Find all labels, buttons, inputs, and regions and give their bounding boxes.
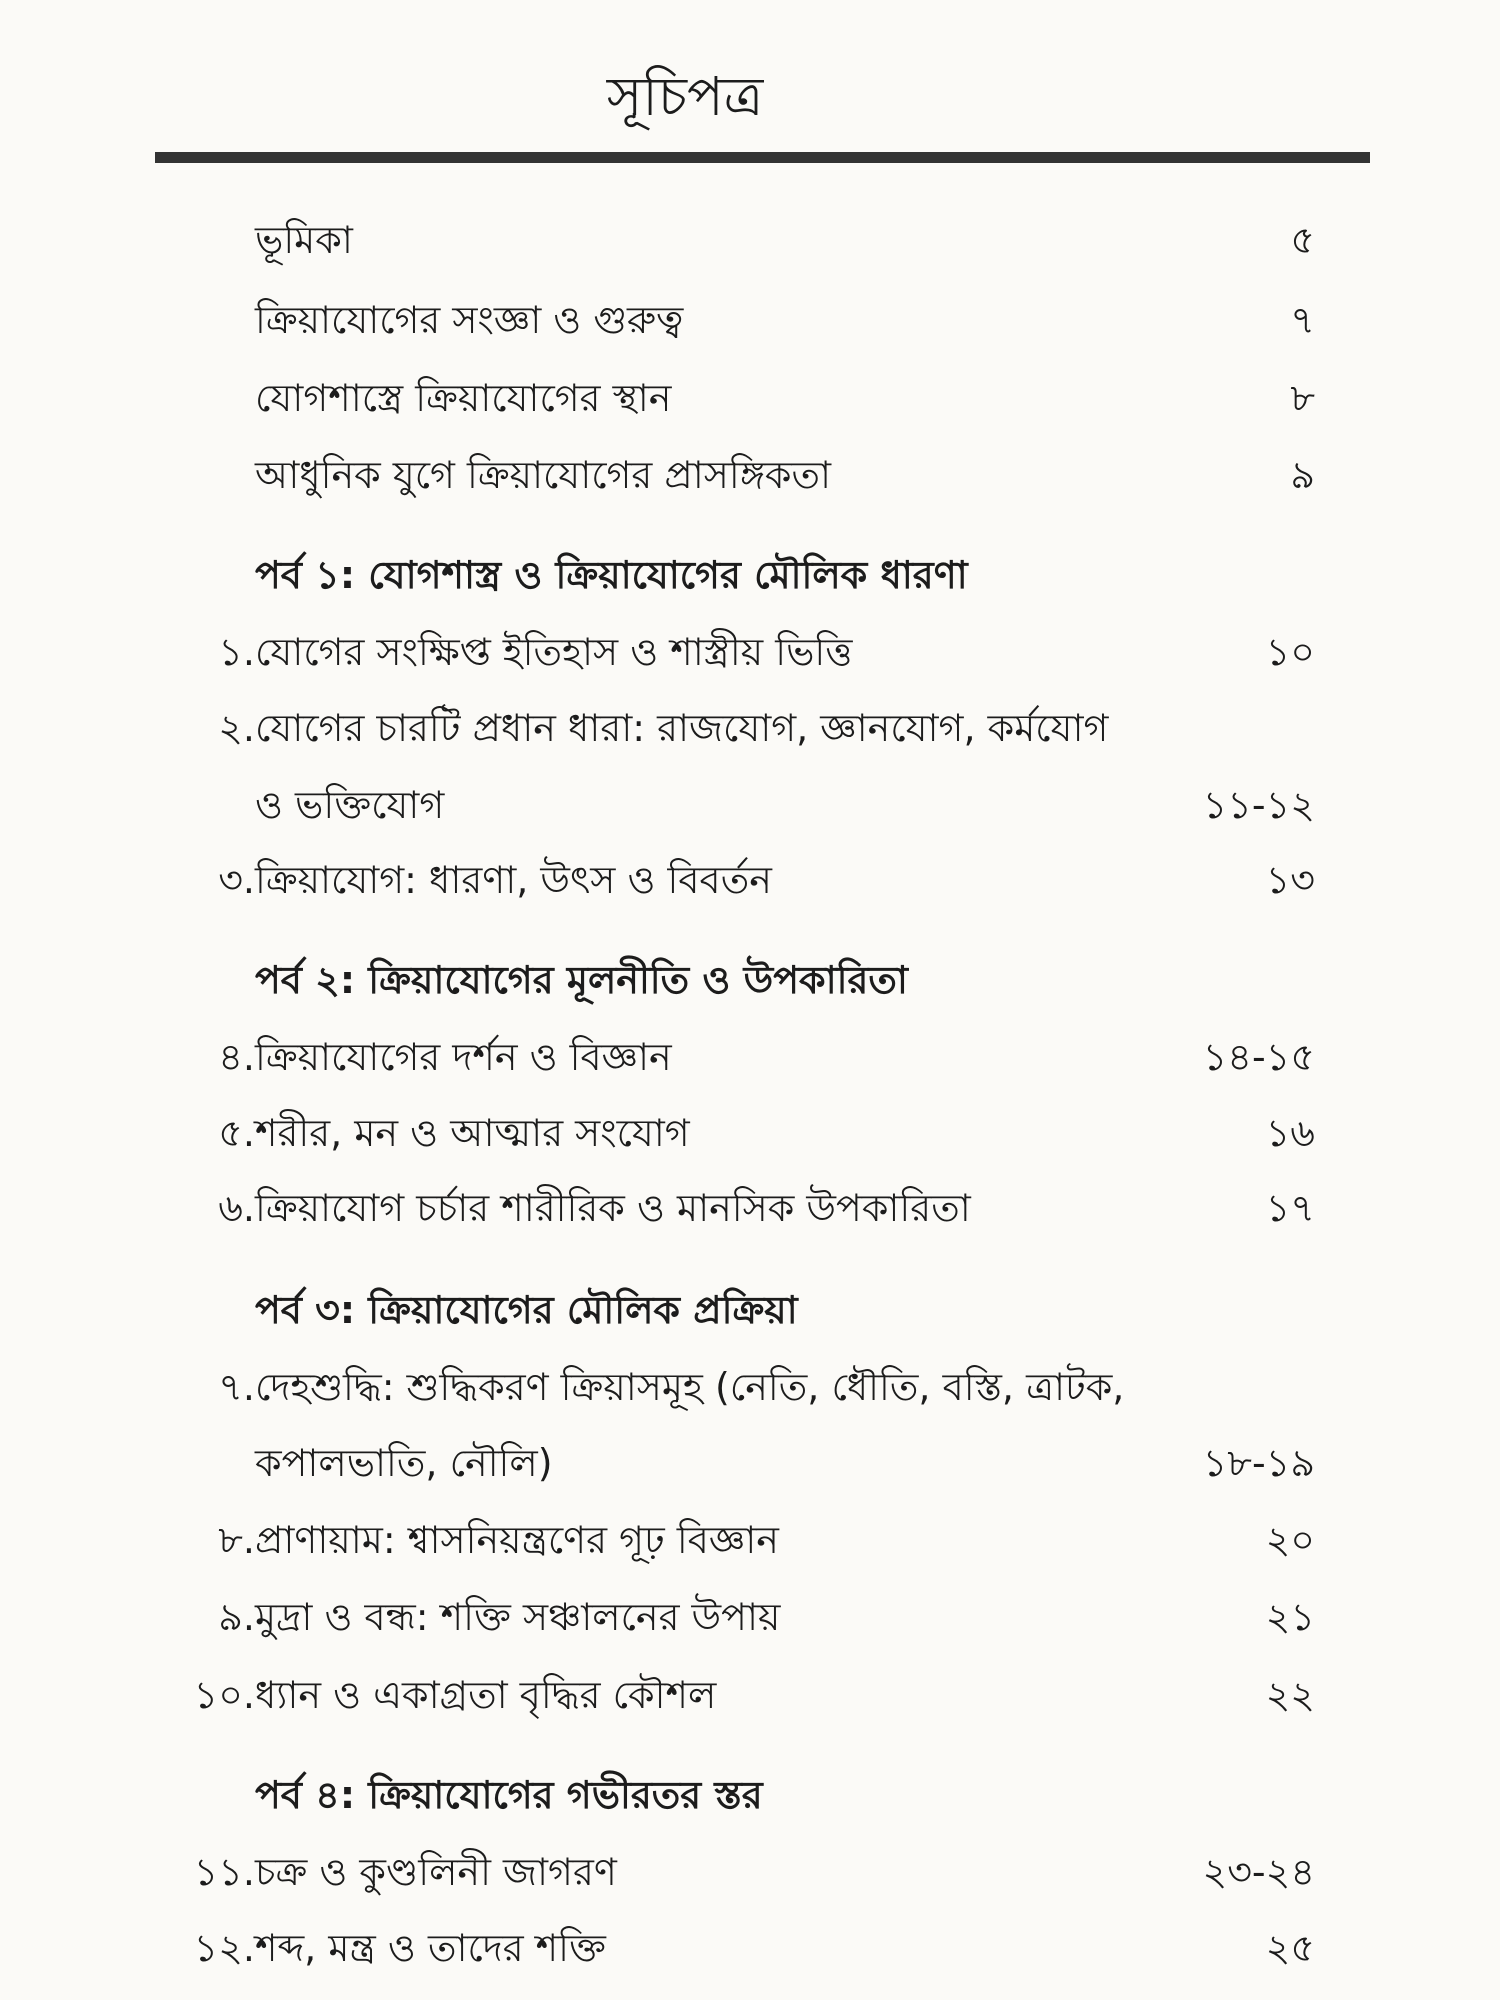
toc-entry-page: ২১ <box>1265 1595 1315 1639</box>
toc-entry[interactable] <box>0 1178 1500 1238</box>
toc-entry-text: আধুনিক যুগে ক্রিয়াযোগের প্রাসঙ্গিকতা <box>255 453 832 497</box>
toc-entry-page: ৯ <box>1290 453 1315 497</box>
toc-entry[interactable] <box>0 368 1500 428</box>
toc-entry-text: ক্রিয়াযোগ চর্চার শারীরিক ও মানসিক উপকারিতা <box>255 1186 971 1230</box>
toc-entry[interactable] <box>0 622 1500 682</box>
toc-entry-text: ক্রিয়াযোগ: ধারণা, উৎস ও বিবর্তন <box>255 858 772 902</box>
toc-entry-text: ক্রিয়াযোগের সংজ্ঞা ও গুরুত্ব <box>255 298 684 342</box>
toc-entry[interactable] <box>0 1918 1500 1978</box>
toc-entry-page: ১১-১২ <box>1202 783 1315 827</box>
toc-entry-text: শরীর, মন ও আত্মার সংযোগ <box>255 1111 690 1155</box>
toc-entry-text: ধ্যান ও একাগ্রতা বৃদ্ধির কৌশল <box>255 1673 717 1717</box>
toc-entry-text: ও ভক্তিযোগ <box>255 783 445 827</box>
toc-entry[interactable] <box>0 445 1500 505</box>
toc-entry-number: ১০. <box>193 1673 255 1717</box>
part-heading-text: পর্ব ১: যোগশাস্ত্র ও ক্রিয়াযোগের মৌলিক ধারণা <box>255 553 968 597</box>
toc-entry-page: ১৩ <box>1265 858 1315 902</box>
toc-entry-number: ৪. <box>218 1035 255 1079</box>
part-heading <box>0 1765 1500 1825</box>
toc-entry[interactable] <box>0 1587 1500 1647</box>
toc-entry[interactable] <box>0 1027 1500 1087</box>
toc-entry-text: যোগের চারটি প্রধান ধারা: রাজযোগ, জ্ঞানযোগ, কর্মযোগ <box>255 706 1109 750</box>
page-title: সূচিপত্র <box>606 65 764 128</box>
toc-entry-text: ভূমিকা <box>255 218 353 262</box>
toc-entry-page: ১৭ <box>1265 1186 1315 1230</box>
toc-entry-number: ৮. <box>218 1518 255 1562</box>
toc-entry-number: ৩. <box>218 858 255 902</box>
toc-entry[interactable] <box>0 698 1500 758</box>
toc-entry[interactable] <box>0 1510 1500 1570</box>
toc-entry-continuation[interactable] <box>0 1433 1500 1493</box>
toc-entry-text: মুদ্রা ও বন্ধ: শক্তি সঞ্চালনের উপায় <box>255 1595 781 1639</box>
toc-entry-number: ১২. <box>193 1926 255 1970</box>
toc-entry-text: কপালভাতি, নৌলি) <box>255 1441 553 1485</box>
toc-entry-text: শব্দ, মন্ত্র ও তাদের শক্তি <box>255 1926 606 1970</box>
toc-entry-page: ১৮-১৯ <box>1202 1441 1315 1485</box>
part-heading-text: পর্ব ৪: ক্রিয়াযোগের গভীরতর স্তর <box>255 1773 763 1817</box>
toc-entry-page: ১৪-১৫ <box>1202 1035 1315 1079</box>
toc-entry-page: ২০ <box>1265 1518 1315 1562</box>
toc-entry-text: প্রাণায়াম: শ্বাসনিয়ন্ত্রণের গূঢ় বিজ্ঞান <box>255 1518 779 1562</box>
toc-entry[interactable] <box>0 290 1500 350</box>
part-heading-text: পর্ব ৩: ক্রিয়াযোগের মৌলিক প্রক্রিয়া <box>255 1288 798 1332</box>
toc-entry-text: চক্র ও কুণ্ডলিনী জাগরণ <box>255 1850 617 1894</box>
toc-entry-number: ১. <box>218 630 255 674</box>
toc-entry[interactable] <box>0 1103 1500 1163</box>
title-divider <box>155 152 1370 163</box>
toc-entry-page: ৫ <box>1290 218 1315 262</box>
toc-entry-page: ৮ <box>1290 376 1315 420</box>
toc-entry-continuation[interactable] <box>0 775 1500 835</box>
toc-entry-number: ২. <box>218 706 255 750</box>
toc-entry-number: ৯. <box>218 1595 255 1639</box>
toc-entry[interactable] <box>0 1357 1500 1417</box>
toc-entry-page: ১৬ <box>1265 1111 1315 1155</box>
toc-entry-text: ক্রিয়াযোগের দর্শন ও বিজ্ঞান <box>255 1035 672 1079</box>
toc-entry-page: ৭ <box>1290 298 1315 342</box>
toc-entry-page: ১০ <box>1265 630 1315 674</box>
toc-entry-text: যোগশাস্ত্রে ক্রিয়াযোগের স্থান <box>255 376 672 420</box>
toc-entry-number: ৬. <box>218 1186 255 1230</box>
toc-entry-page: ২৩-২৪ <box>1202 1850 1315 1894</box>
toc-entry-text: যোগের সংক্ষিপ্ত ইতিহাস ও শাস্ত্রীয় ভিত্তি <box>255 630 853 674</box>
toc-entry[interactable] <box>0 210 1500 270</box>
toc-entry-number: ৭. <box>218 1365 255 1409</box>
part-heading <box>0 950 1500 1010</box>
toc-entry-text: দেহশুদ্ধি: শুদ্ধিকরণ ক্রিয়াসমূহ (নেতি, ধৌতি, বস্তি, ত্রাটক, <box>255 1365 1125 1409</box>
toc-entry-number: ১১. <box>193 1850 255 1894</box>
toc-entry[interactable] <box>0 850 1500 910</box>
toc-entry[interactable] <box>0 1665 1500 1725</box>
toc-entry-number: ৫. <box>218 1111 255 1155</box>
toc-entry-page: ২৫ <box>1265 1926 1315 1970</box>
part-heading <box>0 545 1500 605</box>
part-heading-text: পর্ব ২: ক্রিয়াযোগের মূলনীতি ও উপকারিতা <box>255 958 908 1002</box>
toc-entry[interactable] <box>0 1842 1500 1902</box>
toc-entry-page: ২২ <box>1265 1673 1315 1717</box>
part-heading <box>0 1280 1500 1340</box>
